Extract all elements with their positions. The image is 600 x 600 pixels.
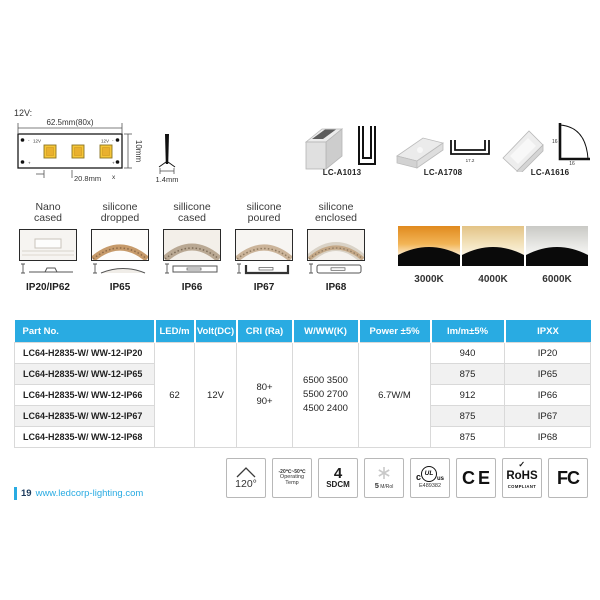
protection-photo	[91, 229, 149, 261]
part-no-cell: LC64-H2835-W/ WW-12-IP65	[15, 364, 155, 385]
ip-rating-cell: IP68	[505, 427, 591, 448]
protection-photo	[19, 229, 77, 261]
lm-per-m-cell: 875	[431, 427, 505, 448]
snowflake-icon	[377, 466, 391, 480]
aluminum-profiles	[295, 112, 595, 197]
ce-badge	[456, 458, 496, 498]
strip-pcb-marking-left: 12V	[33, 138, 42, 144]
ip-rating-label: IP20/IP62	[26, 282, 70, 293]
rohs-mark: RoHS	[506, 469, 538, 482]
page-footer	[14, 487, 143, 500]
strip-polarity-plus-left: +	[28, 160, 31, 166]
operating-temp-badge	[272, 458, 312, 498]
ip-rating-label: IP68	[325, 282, 347, 293]
strip-side-view	[156, 134, 179, 184]
protection-silicone-dropped	[84, 202, 156, 293]
col-header-power: Power ±5%	[359, 320, 431, 343]
cct-photo-6000k	[526, 226, 588, 266]
protection-silicone-enclosed	[300, 202, 372, 293]
rohs-badge	[502, 458, 542, 498]
col-header-volt-dc: Volt(DC)	[195, 320, 237, 343]
roll-length-value: 5 M/Rol	[374, 480, 394, 490]
protection-title-line1: Nano	[35, 201, 61, 213]
sdcm-value: 4	[333, 464, 343, 482]
ip-rating-label: IP66	[181, 282, 203, 293]
profile-section-lc-a1708	[447, 134, 493, 168]
col-header-part-no: Part No.	[15, 320, 155, 343]
protection-photo	[307, 229, 365, 261]
col-header-led-per-m: LED/m	[155, 320, 195, 343]
strip-polarity-minus-left: -	[28, 138, 30, 143]
lm-per-m-cell: 875	[431, 364, 505, 385]
strip-thickness-dim: 1.4mm	[155, 175, 179, 184]
cct-range-cell: 6500 3500 5500 2700 4500 2400	[293, 343, 359, 448]
protection-sillicone-cased	[156, 202, 228, 293]
cct-section	[398, 226, 588, 285]
ip-rating-cell: IP66	[505, 385, 591, 406]
ul-us-suffix: us	[437, 475, 445, 482]
strip-pcb-marking-right: 12V	[100, 138, 109, 144]
col-header-w-ww: W/WW(K)	[293, 320, 359, 343]
lm-per-m-cell: 912	[431, 385, 505, 406]
part-no-cell: LC64-H2835-W/ WW-12-IP66	[15, 385, 155, 406]
temp-range: -20℃~50℃	[278, 468, 306, 475]
cri-cell: 80+ 90+	[237, 343, 293, 448]
ip-rating-cell: IP20	[505, 343, 591, 364]
fcc-badge	[548, 458, 588, 498]
profile-label-lc-a1616: LC-A1616	[530, 168, 570, 177]
beam-angle-badge	[226, 458, 266, 498]
strip-polarity-minus-right: -	[112, 138, 114, 143]
profile-section-lc-a1013	[353, 122, 381, 170]
protection-title-line1: silicone	[318, 201, 354, 213]
ce-mark-icon: CE	[461, 467, 493, 488]
strip-cut-mark: x	[112, 174, 116, 181]
certification-icons	[226, 458, 588, 498]
power-cell: 6.7W/M	[359, 343, 431, 448]
strip-length-dim: 62.5mm(80x)	[46, 118, 94, 127]
temp-label-1: Operating	[279, 473, 305, 480]
col-header-ipxx: IPXX	[505, 320, 591, 343]
profile-label-lc-a1013: LC-A1013	[322, 168, 362, 177]
lm-per-m-cell: 875	[431, 406, 505, 427]
part-no-cell: LC64-H2835-W/ WW-12-IP67	[15, 406, 155, 427]
profile-dim-bottom-lc-a1616: 16	[569, 161, 575, 166]
protection-title-line1: silicone	[102, 201, 138, 213]
protection-photo	[163, 229, 221, 261]
profile-photo-lc-a1013	[300, 124, 346, 172]
protection-title-line1: silicone	[246, 201, 282, 213]
led-per-m-cell: 62	[155, 343, 195, 448]
cct-label-3000k: 3000K	[414, 274, 444, 285]
protection-photo	[235, 229, 293, 261]
profile-section-lc-a1616	[550, 118, 594, 166]
cct-label-4000k: 4000K	[478, 274, 508, 285]
protection-section-sketch	[307, 261, 365, 276]
cct-photo-3000k	[398, 226, 460, 266]
col-header-lm-per-m: lm/m±5%	[431, 320, 505, 343]
sdcm-badge	[318, 458, 358, 498]
protection-title-line1: sillicone	[173, 201, 211, 213]
ip-rating-cell: IP67	[505, 406, 591, 427]
ip-rating-label: IP65	[109, 282, 131, 293]
strip-height-dim: 10mm	[134, 139, 143, 163]
volt-dc-cell: 12V	[195, 343, 237, 448]
protection-section-sketch	[19, 261, 77, 276]
protection-title-line2: enclosed	[314, 212, 358, 224]
beam-angle-value: 120°	[235, 478, 257, 491]
strip-polarity-plus-right: +	[112, 160, 115, 166]
profile-label-lc-a1708: LC-A1708	[423, 168, 463, 177]
spec-row-ip20	[15, 343, 591, 364]
beam-angle-icon	[234, 465, 258, 478]
led-strip-dimension-diagram	[8, 104, 298, 204]
fcc-mark-icon: FC	[557, 467, 579, 488]
ul-mark-icon: UL	[421, 466, 437, 482]
page-number: 19	[21, 488, 32, 499]
strip-pitch-dim: 20.8mm	[74, 174, 102, 183]
protection-silicone-poured	[228, 202, 300, 293]
protection-section-sketch	[163, 261, 221, 276]
profile-dim-side-lc-a1616: 16	[552, 139, 558, 145]
website-link[interactable]: www.ledcorp-lighting.com	[35, 488, 144, 499]
cct-label-6000k: 6000K	[542, 274, 572, 285]
protection-title-line2: cased	[177, 212, 207, 224]
temp-label-2: Temp	[285, 479, 299, 486]
ul-file-number: E489382	[418, 483, 442, 490]
lm-per-m-cell: 940	[431, 343, 505, 364]
part-no-cell: LC64-H2835-W/ WW-12-IP68	[15, 427, 155, 448]
ul-listing-badge	[410, 458, 450, 498]
profile-photo-lc-a1616	[498, 122, 546, 172]
rohs-compliant-label: COMPLIANT	[507, 483, 537, 489]
strip-voltage-label: 12V:	[14, 108, 33, 118]
protection-title-line2: poured	[247, 212, 281, 224]
protection-title-line2: cased	[33, 212, 63, 224]
ip-rating-label: IP67	[253, 282, 275, 293]
spec-table	[14, 320, 591, 448]
led-chips	[44, 145, 112, 158]
protection-section-sketch	[91, 261, 149, 276]
rohs-check-icon: ✓	[518, 459, 526, 469]
roll-length-badge	[364, 458, 404, 498]
col-header-cri: CRI (Ra)	[237, 320, 293, 343]
ip-rating-cell: IP65	[505, 364, 591, 385]
sdcm-label: SDCM	[326, 479, 350, 489]
part-no-cell: LC64-H2835-W/ WW-12-IP20	[15, 343, 155, 364]
profile-photo-lc-a1708	[393, 128, 445, 172]
spec-table-header-row	[15, 320, 591, 343]
profile-dim-lc-a1708: 17.2	[465, 158, 475, 163]
protection-nano-cased	[12, 202, 84, 293]
protection-types	[12, 202, 384, 294]
protection-section-sketch	[235, 261, 293, 276]
protection-title-line2: dropped	[100, 212, 140, 224]
footer-accent-bar	[14, 487, 17, 500]
cct-photo-4000k	[462, 226, 524, 266]
ul-c-prefix: c	[415, 471, 421, 482]
